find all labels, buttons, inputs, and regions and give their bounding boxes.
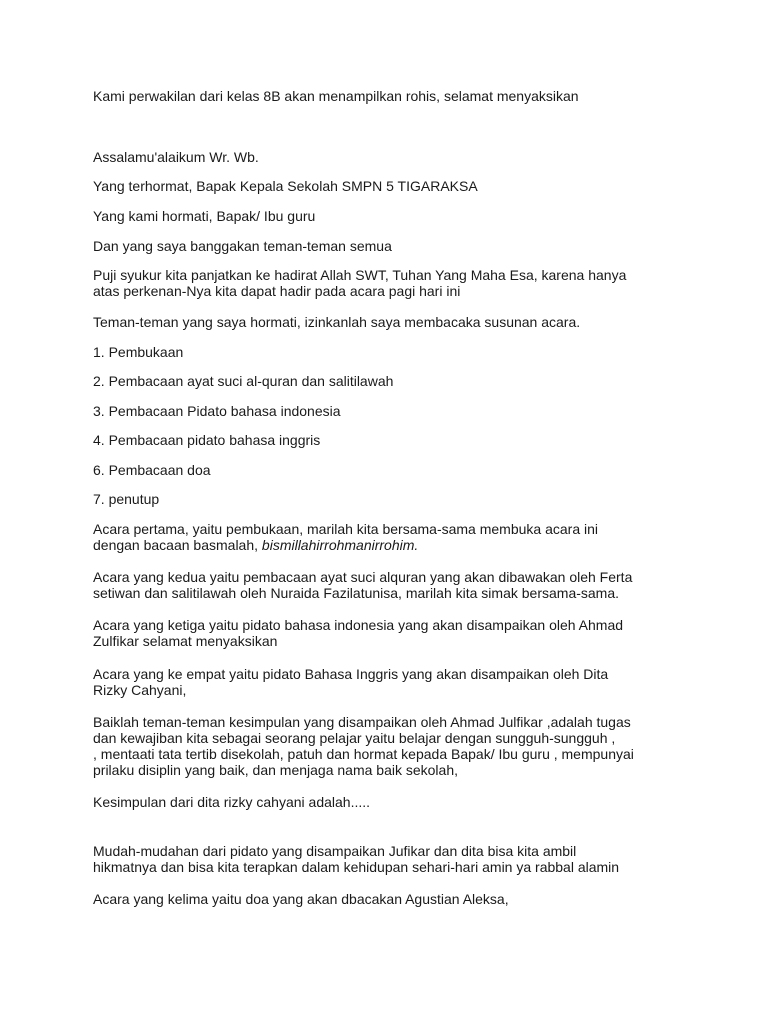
event2-line-2: setiwan dan salitilawah oleh Nuraida Fazilatunisa, marilah kita simak bersama-sama.	[93, 585, 620, 601]
event4-line-2: Rizky Cahyani,	[93, 682, 187, 698]
agenda-intro: Teman-teman yang saya hormati, izinkanlah saya membacaka susunan acara.	[93, 314, 581, 330]
conclusion-line-4: prilaku disiplin yang baik, dan menjaga nama baik sekolah,	[93, 762, 458, 778]
basmalah-text: bismillahirrohmanirrohim.	[261, 537, 419, 553]
hope-line-1: Mudah-mudahan dari pidato yang disampaikan Jufikar dan dita bisa kita ambil	[93, 843, 577, 859]
event1-line-2	[93, 537, 418, 553]
conclusion-line-2: dan kewajiban kita sebagai seorang pelajar yaitu belajar dengan sungguh-sungguh ,	[93, 730, 616, 746]
conclusion-line-1: Baiklah teman-teman kesimpulan yang disampaikan oleh Ahmad Julfikar ,adalah tugas	[93, 714, 631, 730]
event4-line-1: Acara yang ke empat yaitu pidato Bahasa Inggris yang akan disampaikan oleh Dita	[93, 666, 609, 682]
agenda-item: 4. Pembacaan pidato bahasa inggris	[93, 432, 321, 448]
praise-line-2: atas perkenan-Nya kita dapat hadir pada acara pagi hari ini	[93, 283, 461, 299]
salutation-teachers: Yang kami hormati, Bapak/ Ibu guru	[93, 208, 316, 224]
praise-line-1: Puji syukur kita panjatkan ke hadirat Allah SWT, Tuhan Yang Maha Esa, karena hanya	[93, 267, 627, 283]
conclusion2-text: Kesimpulan dari dita rizky cahyani adalah.....	[93, 794, 371, 810]
event5-text: Acara yang kelima yaitu doa yang akan dbacakan Agustian Aleksa,	[93, 891, 509, 907]
agenda-item: 3. Pembacaan Pidato bahasa indonesia	[93, 403, 341, 419]
event1-prefix: dengan bacaan basmalah,	[93, 537, 262, 553]
greeting-text: Assalamu'alaikum Wr. Wb.	[93, 149, 259, 165]
event1-line-1: Acara pertama, yaitu pembukaan, marilah kita bersama-sama membuka acara ini	[93, 521, 599, 537]
hope-line-2: hikmatnya dan bisa kita terapkan dalam kehidupan sehari-hari amin ya rabbal alamin	[93, 859, 620, 875]
agenda-item: 7. penutup	[93, 491, 160, 507]
intro-text: Kami perwakilan dari kelas 8B akan menampilkan rohis, selamat menyaksikan	[93, 88, 579, 104]
agenda-item: 1. Pembukaan	[93, 344, 184, 360]
salutation-friends: Dan yang saya banggakan teman-teman semua	[93, 238, 392, 254]
agenda-item: 6. Pembacaan doa	[93, 462, 211, 478]
event3-line-2: Zulfikar selamat menyaksikan	[93, 633, 278, 649]
salutation-principal: Yang terhormat, Bapak Kepala Sekolah SMPN 5 TIGARAKSA	[93, 178, 478, 194]
event3-line-1: Acara yang ketiga yaitu pidato bahasa indonesia yang akan disampaikan oleh Ahmad	[93, 617, 624, 633]
conclusion-line-3: , mentaati tata tertib disekolah, patuh dan hormat kepada Bapak/ Ibu guru , mempunyai	[93, 746, 634, 762]
event2-line-1: Acara yang kedua yaitu pembacaan ayat suci alquran yang akan dibawakan oleh Ferta	[93, 569, 633, 585]
agenda-item: 2. Pembacaan ayat suci al-quran dan salitilawah	[93, 373, 394, 389]
